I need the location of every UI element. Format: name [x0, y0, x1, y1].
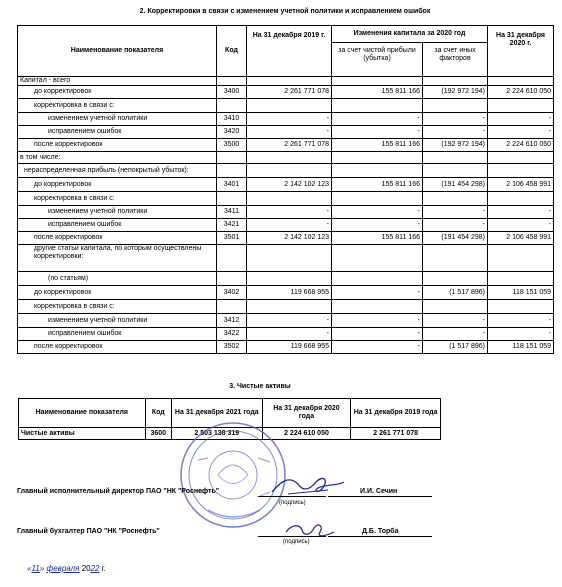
row-code: 3410	[217, 113, 247, 126]
value-dec2020: 2 224 610 050	[488, 139, 554, 152]
value-other	[423, 77, 488, 86]
value-dec2020: -	[488, 206, 554, 219]
value-other	[423, 152, 488, 164]
value-dec2019: -	[247, 328, 332, 341]
value-other	[423, 245, 488, 272]
row-label: исправлением ошибок	[18, 328, 217, 341]
row-code: 3401	[217, 178, 247, 192]
value-other: (192 972 194)	[423, 139, 488, 152]
row-code	[217, 77, 247, 86]
na-value-2021: 2 503 138 319	[171, 428, 262, 440]
row-code: 3421	[217, 219, 247, 232]
section3-title: 3. Чистые активы	[229, 383, 291, 390]
table-row	[18, 286, 554, 300]
row-label: исправлением ошибок	[18, 126, 217, 139]
row-code	[217, 272, 247, 286]
value-dec2019: -	[247, 219, 332, 232]
table-row	[18, 192, 554, 206]
value-dec2020	[488, 300, 554, 314]
value-profit: -	[332, 219, 423, 232]
value-other	[423, 99, 488, 113]
value-dec2019: 119 668 955	[247, 341, 332, 354]
value-other: (1 517 896)	[423, 286, 488, 300]
value-dec2020: 118 151 059	[488, 341, 554, 354]
row-label: изменением учетной политики	[18, 113, 217, 126]
table-row	[18, 152, 554, 164]
value-dec2020	[488, 99, 554, 113]
accountant-signature-label: (подпись)	[283, 539, 310, 545]
row-label: после корректировок	[18, 139, 217, 152]
table-row	[18, 341, 554, 354]
row-code: 3411	[217, 206, 247, 219]
na-header-2021: На 31 декабря 2021 года	[171, 399, 262, 428]
value-other: -	[423, 314, 488, 328]
value-dec2019: 2 261 771 078	[247, 139, 332, 152]
row-label: корректировка в связи с:	[18, 99, 217, 113]
na-row-name: Чистые активы	[19, 428, 146, 440]
value-profit	[332, 99, 423, 113]
row-label: корректировка в связи с:	[18, 300, 217, 314]
director-title: Главный исполнительный директор ПАО "НК "Роснефть"	[17, 488, 220, 495]
accountant-title: Главный бухгалтер ПАО "НК "Роснефть"	[17, 528, 160, 535]
value-dec2019	[247, 99, 332, 113]
row-label: изменением учетной политики	[18, 206, 217, 219]
value-profit: 155 811 166	[332, 139, 423, 152]
date-month: февраля	[46, 564, 80, 573]
row-label: Капитал - всего	[18, 77, 217, 86]
value-dec2019: 2 142 102 123	[247, 178, 332, 192]
row-code: 3402	[217, 286, 247, 300]
date-year-prefix: 20	[81, 564, 91, 573]
value-profit: -	[332, 341, 423, 354]
value-other	[423, 272, 488, 286]
row-label: изменением учетной политики	[18, 314, 217, 328]
col-header-other: за счет иных факторов	[423, 43, 488, 77]
value-other	[423, 164, 488, 178]
value-profit	[332, 164, 423, 178]
value-other	[423, 300, 488, 314]
value-dec2019: 2 261 771 078	[247, 86, 332, 99]
value-profit: 155 811 166	[332, 178, 423, 192]
director-signature-label: (подпись)	[279, 500, 306, 506]
signing-date: «11» февраля 2022 г.	[27, 564, 106, 573]
value-other: -	[423, 113, 488, 126]
table-row	[18, 113, 554, 126]
row-code: 3412	[217, 314, 247, 328]
col-header-code: Код	[217, 26, 247, 77]
value-dec2019	[247, 245, 332, 272]
table-row	[18, 219, 554, 232]
row-code	[217, 152, 247, 164]
section2-title: 2. Корректировки в связи с изменением учетной политики и исправлением ошибок	[139, 8, 431, 15]
row-label: до корректировок	[18, 86, 217, 99]
row-code: 3500	[217, 139, 247, 152]
row-label: нераспределенная прибыль (непокрытый убыток):	[18, 164, 217, 178]
row-code: 3420	[217, 126, 247, 139]
date-day: 11	[31, 564, 40, 573]
value-dec2019: 2 142 102 123	[247, 232, 332, 245]
value-other: (191 454 298)	[423, 178, 488, 192]
director-name: И.И. Сечин	[360, 488, 398, 495]
row-code: 3502	[217, 341, 247, 354]
value-profit	[332, 192, 423, 206]
na-header-name: Наименование показателя	[19, 399, 146, 428]
table-row	[18, 314, 554, 328]
value-dec2019: -	[247, 206, 332, 219]
value-other: -	[423, 206, 488, 219]
na-value-2019: 2 261 771 078	[351, 428, 441, 440]
row-code: 3501	[217, 232, 247, 245]
table-row	[18, 328, 554, 341]
value-profit: -	[332, 113, 423, 126]
row-code: 3400	[217, 86, 247, 99]
row-label: исправлением ошибок	[18, 219, 217, 232]
table-row	[18, 86, 554, 99]
value-profit: -	[332, 206, 423, 219]
value-dec2019	[247, 164, 332, 178]
row-label: (по статьям)	[18, 272, 217, 286]
value-dec2020	[488, 152, 554, 164]
accountant-name: Д.Б. Торба	[362, 528, 399, 535]
table-row	[18, 300, 554, 314]
row-code	[217, 300, 247, 314]
value-profit: -	[332, 126, 423, 139]
table-row	[18, 272, 554, 286]
na-header-2019: На 31 декабря 2019 года	[351, 399, 441, 428]
value-other: -	[423, 219, 488, 232]
value-profit	[332, 152, 423, 164]
na-row-code: 3600	[145, 428, 171, 440]
value-dec2020: 2 224 610 050	[488, 86, 554, 99]
table-row	[18, 206, 554, 219]
col-header-dec2019: На 31 декабря 2019 г.	[247, 26, 332, 77]
value-dec2020: 2 106 458 991	[488, 232, 554, 245]
value-dec2020: -	[488, 113, 554, 126]
value-profit: -	[332, 328, 423, 341]
value-dec2020	[488, 77, 554, 86]
na-header-code: Код	[145, 399, 171, 428]
col-header-name: Наименование показателя	[18, 26, 217, 77]
value-dec2019	[247, 300, 332, 314]
table-row	[18, 99, 554, 113]
row-label: после корректировок	[18, 341, 217, 354]
value-profit	[332, 77, 423, 86]
value-other: -	[423, 328, 488, 341]
col-header-profit: за счет чистой прибыли (убытка)	[332, 43, 423, 77]
row-code	[217, 99, 247, 113]
value-profit: 155 811 166	[332, 86, 423, 99]
table-row	[18, 232, 554, 245]
value-other: (191 454 298)	[423, 232, 488, 245]
value-dec2020	[488, 245, 554, 272]
row-code	[217, 245, 247, 272]
col-header-dec2020: На 31 декабря 2020 г.	[488, 26, 554, 77]
row-label: другие статьи капитала, по которым осуществлены корректировки:	[18, 245, 217, 272]
table-row	[18, 139, 554, 152]
value-profit: 155 811 166	[332, 232, 423, 245]
value-dec2020: -	[488, 126, 554, 139]
value-profit	[332, 300, 423, 314]
value-dec2019	[247, 77, 332, 86]
value-dec2020: 2 106 458 991	[488, 178, 554, 192]
value-dec2019	[247, 272, 332, 286]
value-dec2019: -	[247, 126, 332, 139]
row-label: до корректировок	[18, 286, 217, 300]
accountant-name-line	[328, 536, 432, 537]
director-name-line	[328, 496, 432, 497]
row-label: корректировка в связи с:	[18, 192, 217, 206]
na-value-2020: 2 224 610 050	[262, 428, 351, 440]
table-row	[18, 164, 554, 178]
value-profit	[332, 272, 423, 286]
value-other: -	[423, 126, 488, 139]
table-row	[18, 245, 554, 272]
value-other	[423, 192, 488, 206]
value-other: (1 517 896)	[423, 341, 488, 354]
row-code	[217, 164, 247, 178]
table-row	[18, 178, 554, 192]
value-dec2019: -	[247, 314, 332, 328]
value-dec2020	[488, 164, 554, 178]
table-row	[18, 77, 554, 86]
date-suffix: г.	[101, 564, 106, 573]
value-dec2020: 118 151 059	[488, 286, 554, 300]
na-header-2020: На 31 декабря 2020 года	[262, 399, 351, 428]
value-dec2019	[247, 192, 332, 206]
value-dec2019: 119 668 955	[247, 286, 332, 300]
row-label: после корректировок	[18, 232, 217, 245]
value-other: (192 972 194)	[423, 86, 488, 99]
value-dec2019: -	[247, 113, 332, 126]
value-dec2019	[247, 152, 332, 164]
value-profit: -	[332, 314, 423, 328]
row-code	[217, 192, 247, 206]
col-header-changes: Изменения капитала за 2020 год	[332, 26, 488, 43]
value-dec2020	[488, 192, 554, 206]
adjustments-table	[17, 25, 554, 354]
table-row	[18, 126, 554, 139]
row-code: 3422	[217, 328, 247, 341]
value-profit: -	[332, 286, 423, 300]
value-dec2020	[488, 272, 554, 286]
value-dec2020: -	[488, 328, 554, 341]
date-year: 22	[90, 564, 100, 573]
value-dec2020: -	[488, 314, 554, 328]
row-label: в том числе:	[18, 152, 217, 164]
value-dec2020: -	[488, 219, 554, 232]
value-profit	[332, 245, 423, 272]
row-label: до корректировок	[18, 178, 217, 192]
